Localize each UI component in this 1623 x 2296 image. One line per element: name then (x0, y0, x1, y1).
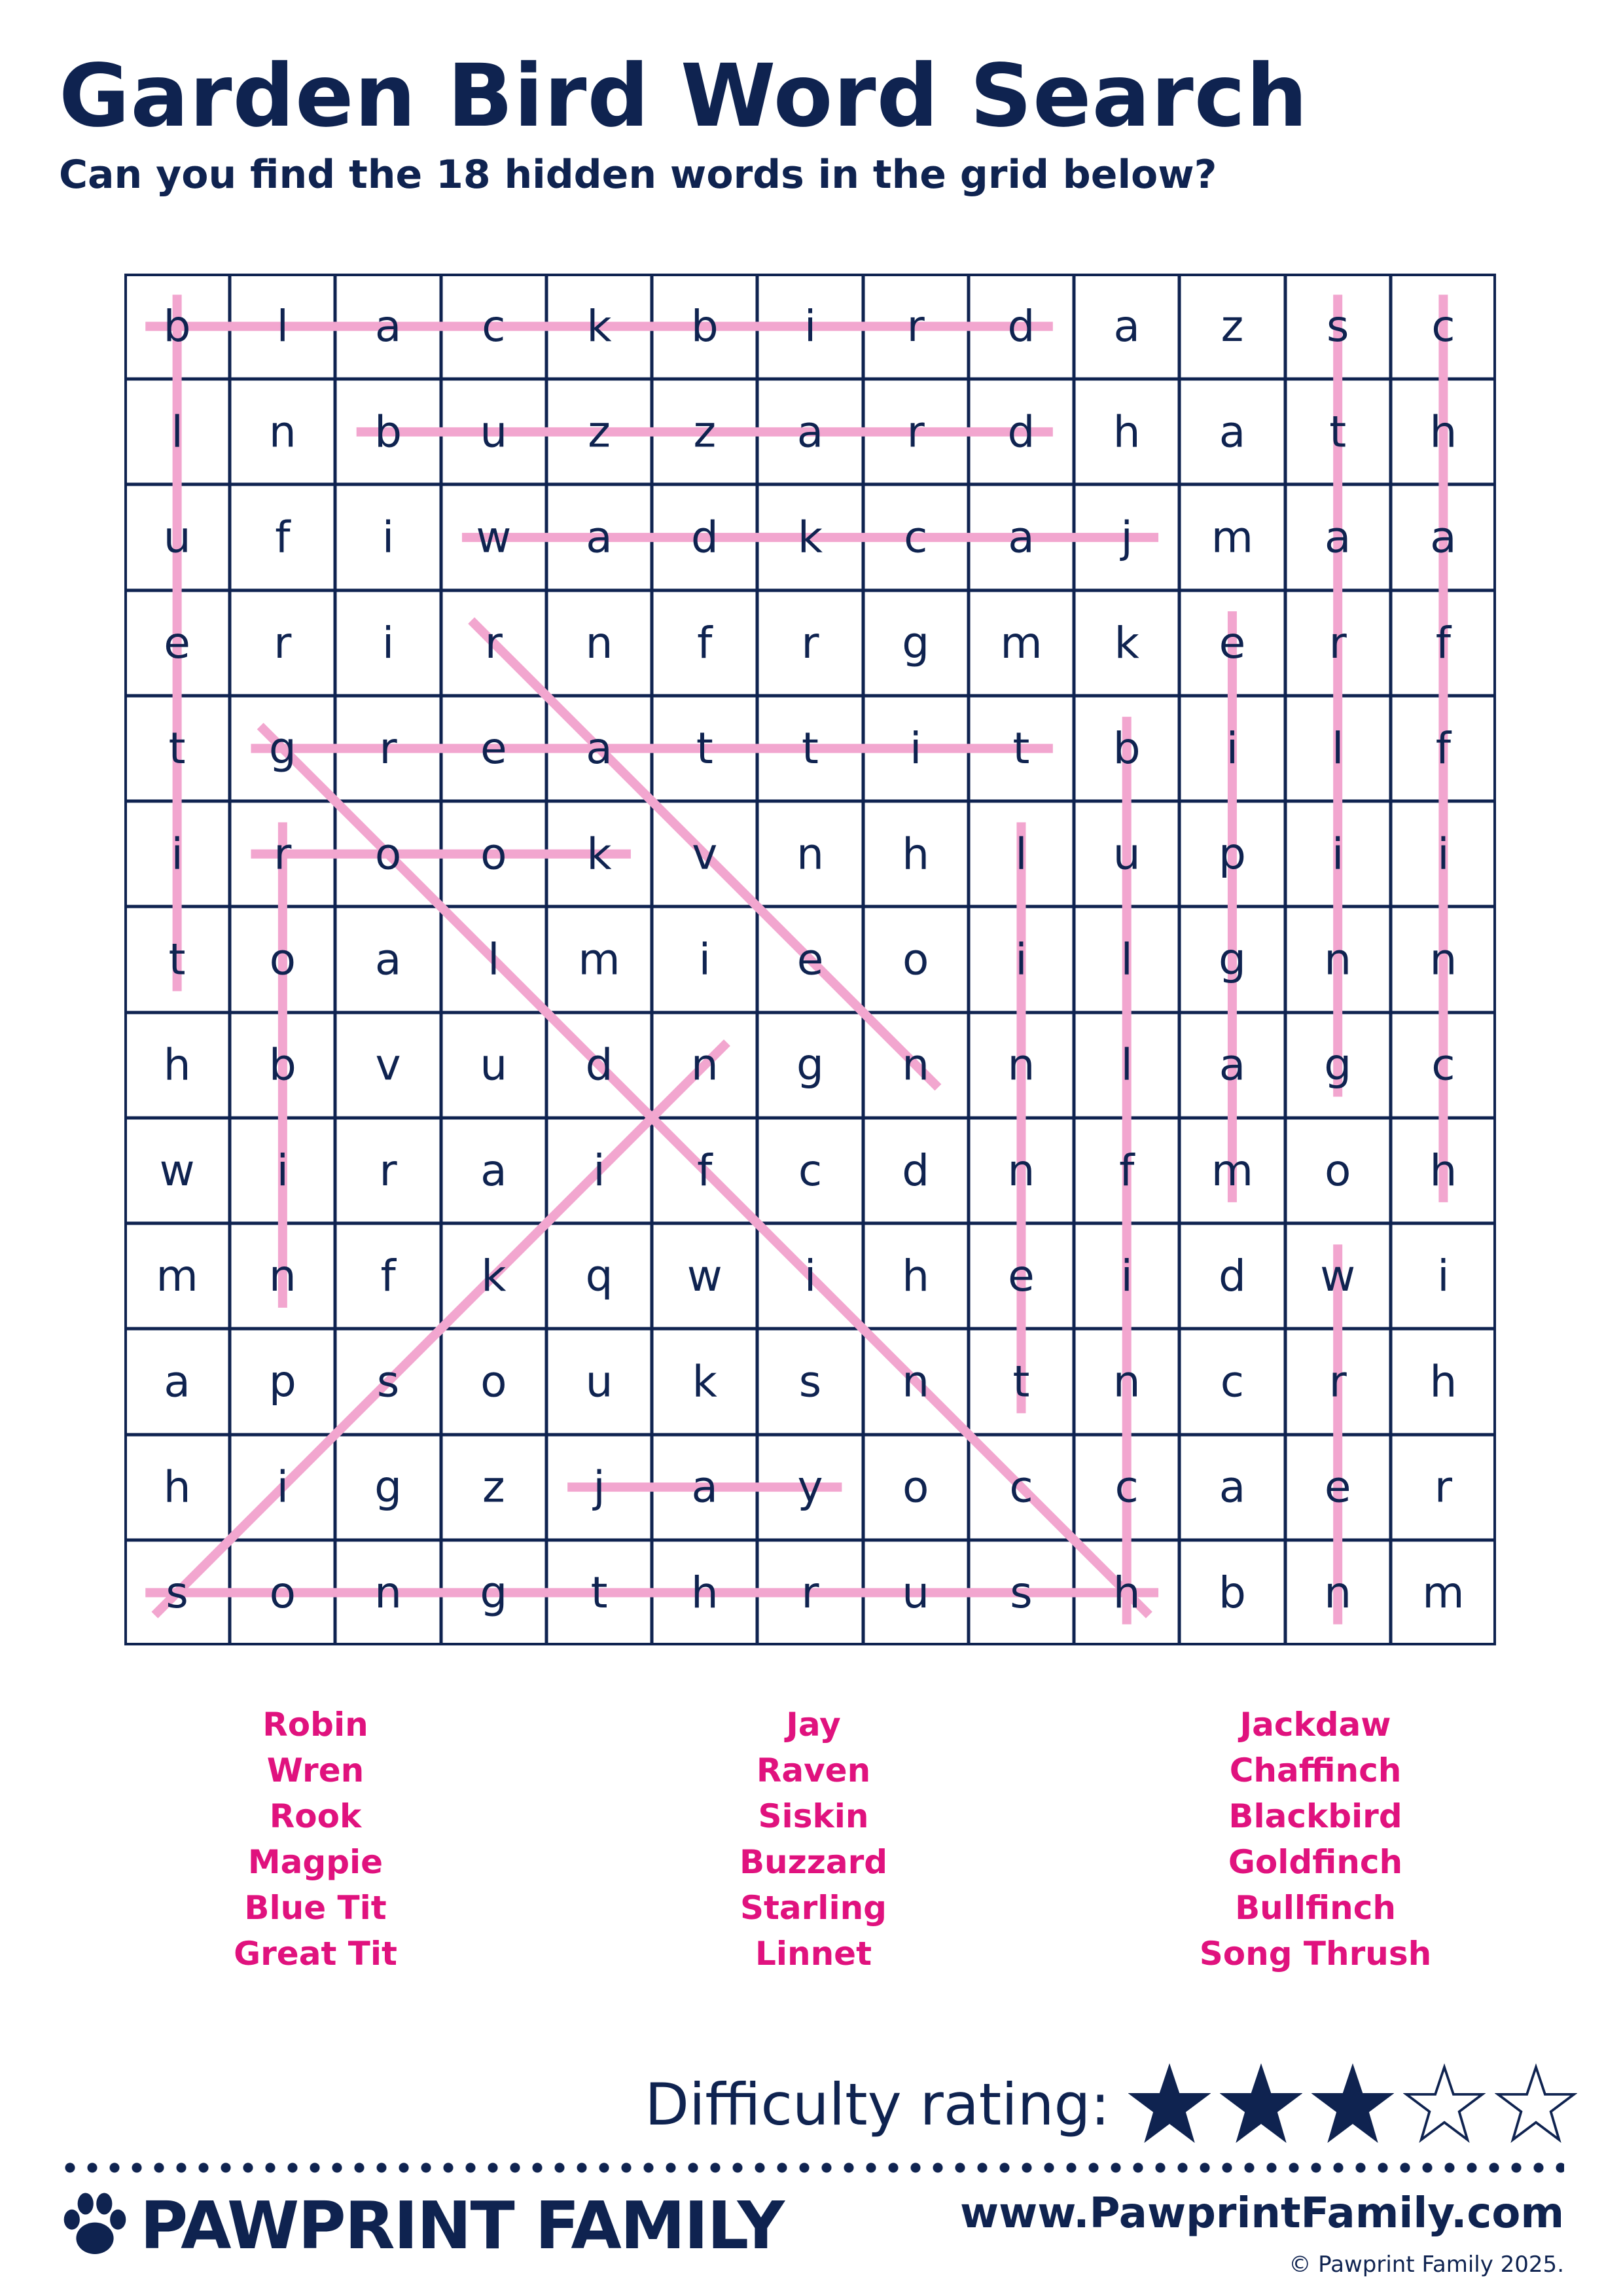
grid-letter: b (690, 301, 719, 352)
grid-letter: o (374, 829, 402, 880)
grid-letter: l (488, 934, 500, 985)
grid-letter: l (1331, 723, 1344, 774)
grid-letter: i (1331, 829, 1344, 880)
grid-letter: d (690, 512, 719, 563)
grid-letter: l (1120, 934, 1133, 985)
website-url[interactable]: www.PawprintFamily.com (959, 2189, 1564, 2238)
star-filled-icon (1128, 2063, 1211, 2145)
grid-letter: c (1431, 301, 1455, 352)
grid-letter: t (696, 723, 713, 774)
grid-letter: a (691, 1462, 718, 1513)
grid-letter: k (692, 1356, 717, 1407)
grid-letter: i (382, 617, 395, 668)
grid-letter: g (1324, 1039, 1352, 1090)
grid-letter: p (1218, 829, 1246, 880)
grid-letter: z (482, 1462, 505, 1513)
grid-letter: n (1324, 934, 1352, 985)
word-list-item: Jay (786, 1706, 841, 1744)
grid-letter: n (1113, 1356, 1141, 1407)
grid-letter: u (1113, 829, 1141, 880)
star-filled-icon (1220, 2063, 1302, 2145)
grid-letter: n (1007, 1039, 1035, 1090)
grid-letter: i (698, 934, 711, 985)
grid-letter: g (1218, 934, 1246, 985)
grid-letter: o (902, 934, 929, 985)
grid-letter: t (590, 1567, 608, 1618)
grid-letter: f (697, 1145, 713, 1196)
grid-letter: a (1008, 512, 1035, 563)
grid-letter: d (1007, 406, 1035, 457)
grid-letter: z (588, 406, 611, 457)
grid-letter: i (1120, 1251, 1133, 1302)
grid-letter: b (1113, 723, 1141, 774)
grid-letter: h (902, 1251, 930, 1302)
grid-letter: f (1119, 1145, 1135, 1196)
grid-letter: i (276, 1145, 289, 1196)
grid-letter: n (902, 1356, 930, 1407)
grid-letter: r (274, 829, 292, 880)
grid-letter: q (585, 1251, 613, 1302)
grid-letter: n (1429, 934, 1457, 985)
grid-letter: k (481, 1251, 507, 1302)
grid-letter: n (1324, 1567, 1352, 1618)
difficulty-label: Difficulty rating: (645, 2070, 1110, 2138)
word-list-item: Linnet (755, 1935, 872, 1973)
grid-letter: m (1422, 1567, 1465, 1618)
dotted-divider (59, 2162, 1564, 2173)
grid-letter: w (687, 1251, 722, 1302)
grid-letter: p (268, 1356, 296, 1407)
grid-letter: e (1324, 1462, 1351, 1513)
grid-letter: a (1219, 1462, 1246, 1513)
grid-letter: u (480, 1039, 508, 1090)
grid-letter: r (906, 406, 925, 457)
grid-letter: h (690, 1567, 719, 1618)
grid-letter: c (482, 301, 506, 352)
word-list-item: Magpie (247, 1843, 383, 1881)
grid-letter: v (692, 829, 718, 880)
grid-letter: t (168, 723, 186, 774)
grid-letter: a (1219, 406, 1246, 457)
grid-letter: i (1015, 934, 1027, 985)
grid-letter: s (166, 1567, 188, 1618)
grid-letter: e (796, 934, 824, 985)
grid-letter: w (159, 1145, 195, 1196)
grid-letter: a (586, 723, 613, 774)
grid-letter: l (171, 406, 183, 457)
grid-letter: h (1113, 406, 1141, 457)
grid-letter: d (1007, 301, 1035, 352)
grid-letter: s (1326, 301, 1349, 352)
grid-letter: i (804, 301, 817, 352)
grid-letter: i (382, 512, 395, 563)
grid-letter: k (1114, 617, 1139, 668)
grid-letter: h (902, 829, 930, 880)
grid-letter: s (798, 1356, 822, 1407)
grid-letter: h (1429, 1356, 1457, 1407)
grid-letter: a (164, 1356, 190, 1407)
word-list-column-3 (1145, 1702, 1486, 1977)
star-empty-icon (1495, 2063, 1577, 2145)
grid-letter: t (802, 723, 819, 774)
word-list-item: Great Tit (234, 1935, 397, 1973)
word-list-column-1 (145, 1702, 486, 1977)
grid-letter: a (796, 406, 824, 457)
grid-letter: u (902, 1567, 930, 1618)
grid-letter: c (904, 512, 928, 563)
grid-letter: m (156, 1251, 198, 1302)
star-empty-icon (1403, 2063, 1486, 2145)
grid-letter: a (374, 934, 402, 985)
word-list-item: Chaffinch (1229, 1751, 1402, 1789)
grid-letter: r (379, 1145, 397, 1196)
grid-letter: b (268, 1039, 296, 1090)
grid-letter: i (593, 1145, 605, 1196)
grid-letter: l (276, 301, 289, 352)
word-search-grid (124, 274, 1496, 1645)
word-list-item: Raven (756, 1751, 871, 1789)
difficulty-rating (645, 2062, 1577, 2147)
grid-letter: v (375, 1039, 401, 1090)
grid-letter: s (376, 1356, 400, 1407)
grid-letter: g (796, 1039, 824, 1090)
brand-logo (59, 2186, 783, 2265)
grid-letter: r (1329, 1356, 1347, 1407)
grid-letter: n (374, 1567, 402, 1618)
grid-letter: c (1115, 1462, 1139, 1513)
grid-letter: i (804, 1251, 817, 1302)
grid-letter: n (268, 406, 296, 457)
grid-letter: r (484, 617, 503, 668)
grid-letter: e (480, 723, 507, 774)
grid-letter: l (1120, 1039, 1133, 1090)
grid-letter: y (797, 1462, 823, 1513)
word-list-item: Siskin (758, 1797, 869, 1835)
word-list-item: Jackdaw (1240, 1706, 1391, 1744)
grid-letter: w (476, 512, 512, 563)
star-filled-icon (1311, 2063, 1394, 2145)
grid-letter: a (1324, 512, 1351, 563)
grid-letter: f (697, 617, 713, 668)
grid-letter: c (1009, 1462, 1033, 1513)
grid-letter: i (276, 1462, 289, 1513)
word-list-item: Starling (740, 1889, 887, 1927)
grid-letter: h (1429, 1145, 1457, 1196)
grid-letter: i (1437, 829, 1450, 880)
grid-letter: a (586, 512, 613, 563)
grid-letter: r (801, 1567, 819, 1618)
grid-letter: t (168, 934, 186, 985)
grid-letter: f (1435, 723, 1452, 774)
grid-letter: h (1429, 406, 1457, 457)
grid-letter: n (585, 617, 613, 668)
page-subtitle: Can you find the 18 hidden words in the grid below? (59, 152, 1217, 198)
grid-letter: t (1329, 406, 1347, 457)
word-list-item: Buzzard (739, 1843, 888, 1881)
brand-name: PAWPRINT FAMILY (140, 2187, 784, 2264)
grid-letter: o (1324, 1145, 1351, 1196)
grid-letter: b (163, 301, 191, 352)
grid-letter: e (1008, 1251, 1035, 1302)
grid-letter: n (902, 1039, 930, 1090)
grid-letter: g (902, 617, 930, 668)
grid-letter: h (1113, 1567, 1141, 1618)
word-list (0, 1702, 1623, 1983)
grid-letter: c (798, 1145, 823, 1196)
grid-letter: n (796, 829, 824, 880)
word-list-item: Song Thrush (1199, 1935, 1432, 1973)
grid-letter: a (480, 1145, 507, 1196)
grid-letter: r (379, 723, 397, 774)
word-list-column-2 (643, 1702, 984, 1977)
grid-letter: k (797, 512, 823, 563)
grid-letter: c (1220, 1356, 1245, 1407)
grid-letter: o (269, 1567, 296, 1618)
grid-letter: b (1218, 1567, 1246, 1618)
grid-letter: o (480, 829, 507, 880)
grid-letter: d (585, 1039, 613, 1090)
grid-letter: r (801, 617, 819, 668)
grid-letter: g (268, 723, 296, 774)
grid-letter: j (593, 1462, 605, 1513)
grid-letter: m (1000, 617, 1043, 668)
grid-letter: a (1113, 301, 1140, 352)
word-list-item: Rook (269, 1797, 362, 1835)
grid-letter: a (1430, 512, 1457, 563)
grid-letter: c (1431, 1039, 1455, 1090)
grid-letter: i (910, 723, 922, 774)
grid-letter: e (1219, 617, 1246, 668)
grid-letter: f (380, 1251, 396, 1302)
grid-letter: t (1012, 1356, 1030, 1407)
grid-letter: e (164, 617, 190, 668)
grid-letter: i (1226, 723, 1239, 774)
grid-letter: b (374, 406, 402, 457)
grid-letter: g (480, 1567, 508, 1618)
grid-letter: i (1437, 1251, 1450, 1302)
grid-letter: i (171, 829, 183, 880)
page-title: Garden Bird Word Search (59, 46, 1308, 147)
word-list-item: Robin (262, 1706, 368, 1744)
word-list-item: Blackbird (1228, 1797, 1402, 1835)
grid-letter: r (1329, 617, 1347, 668)
grid-letter: f (275, 512, 291, 563)
grid-letter: u (585, 1356, 613, 1407)
grid-letter: r (274, 617, 292, 668)
grid-letter: z (693, 406, 717, 457)
grid-letter: k (586, 301, 612, 352)
grid-letter: r (1434, 1462, 1452, 1513)
grid-letter: a (1219, 1039, 1246, 1090)
grid-letter: r (906, 301, 925, 352)
word-list-item: Wren (266, 1751, 365, 1789)
grid-letter: m (1211, 512, 1254, 563)
grid-letter: m (1211, 1145, 1254, 1196)
grid-letter: d (1218, 1251, 1246, 1302)
word-list-item: Goldfinch (1228, 1843, 1403, 1881)
grid-letter: a (374, 301, 402, 352)
grid-letter: u (480, 406, 508, 457)
grid-letter: h (163, 1462, 191, 1513)
grid-letter: t (1012, 723, 1030, 774)
grid-letter: n (1007, 1145, 1035, 1196)
paw-icon (59, 2189, 131, 2261)
grid-letter: o (480, 1356, 507, 1407)
grid-letter: w (1320, 1251, 1356, 1302)
grid-letter: l (1015, 829, 1027, 880)
grid-letter: z (1221, 301, 1244, 352)
grid-letter: n (690, 1039, 719, 1090)
grid-letter: n (268, 1251, 296, 1302)
grid-letter: u (163, 512, 191, 563)
grid-letter: s (1010, 1567, 1033, 1618)
grid-letter: o (269, 934, 296, 985)
grid-letter: m (578, 934, 620, 985)
grid-letter: k (586, 829, 612, 880)
word-list-item: Blue Tit (244, 1889, 387, 1927)
grid-letter: f (1435, 617, 1452, 668)
grid-letter: o (902, 1462, 929, 1513)
grid-letter: h (163, 1039, 191, 1090)
grid-letter: g (374, 1462, 402, 1513)
word-list-item: Bullfinch (1235, 1889, 1396, 1927)
grid-letter: j (1120, 512, 1133, 563)
copyright: © Pawprint Family 2025. (1289, 2251, 1564, 2278)
grid-letter: d (902, 1145, 930, 1196)
